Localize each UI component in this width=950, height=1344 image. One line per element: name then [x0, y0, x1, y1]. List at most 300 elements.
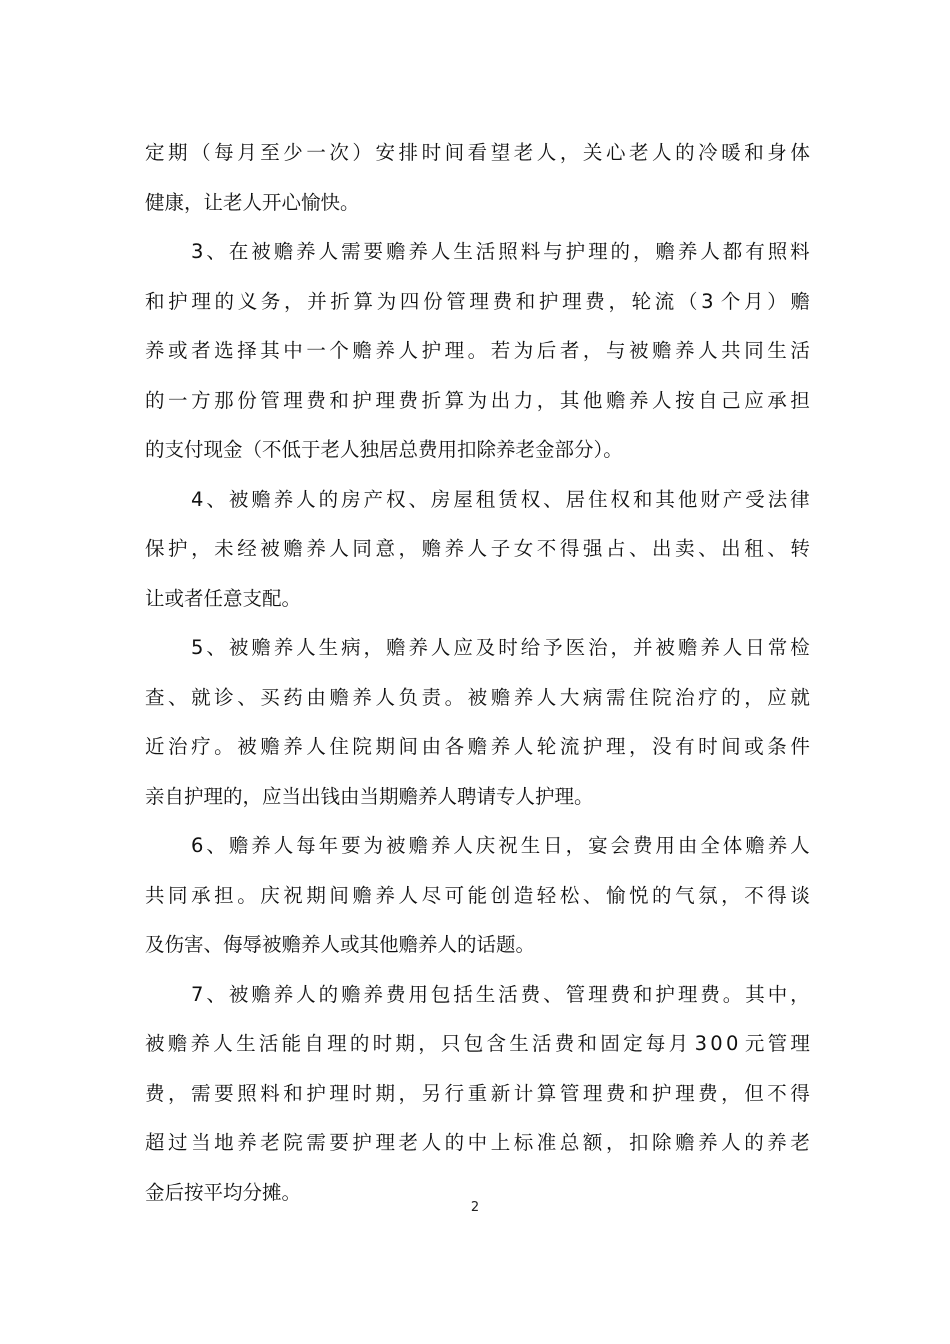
- glyph: ，: [398, 1081, 419, 1105]
- glyph: 养: [190, 1032, 211, 1055]
- glyph: 时: [698, 735, 718, 758]
- glyph: 生: [236, 1032, 256, 1055]
- glyph: 月: [668, 1032, 689, 1055]
- glyph: 生: [453, 240, 473, 263]
- glyph: 并: [307, 289, 327, 313]
- glyph: 间: [398, 735, 419, 758]
- glyph: 治: [588, 636, 608, 659]
- glyph: 费: [585, 289, 605, 313]
- glyph: 、: [582, 883, 603, 907]
- glyph: 受: [745, 487, 765, 511]
- paragraph-line: [145, 970, 810, 1020]
- glyph: 不: [536, 537, 557, 560]
- glyph: 轮: [631, 289, 652, 313]
- glyph: 人: [536, 685, 557, 709]
- glyph: 除: [652, 1131, 672, 1154]
- glyph: 6: [191, 834, 204, 857]
- glyph: 、: [206, 636, 226, 659]
- glyph: ，: [284, 289, 304, 313]
- glyph: 期: [395, 1032, 415, 1055]
- glyph: 。: [722, 982, 743, 1006]
- glyph: 各: [444, 735, 465, 758]
- glyph: 庆: [260, 883, 280, 907]
- glyph: 承: [191, 883, 211, 907]
- glyph: 女: [513, 537, 534, 560]
- glyph: 养: [490, 735, 511, 758]
- glyph: ，: [559, 141, 580, 164]
- glyph: 期: [168, 141, 188, 164]
- glyph: 与: [605, 339, 626, 362]
- paragraph-line: 亲自护理的，应当出钱由当期赡养人聘请专人护理。: [145, 784, 594, 808]
- glyph: 、: [543, 487, 563, 511]
- glyph: 谈: [790, 883, 810, 907]
- glyph: 日: [745, 636, 765, 659]
- glyph: 用: [408, 982, 428, 1006]
- glyph: 赡: [790, 289, 810, 313]
- glyph: 理: [469, 289, 489, 313]
- glyph: 理: [191, 289, 211, 313]
- glyph: 务: [260, 289, 281, 313]
- glyph: 条: [767, 735, 787, 758]
- glyph: 祝: [283, 883, 303, 907]
- glyph: 赡: [385, 240, 406, 263]
- glyph: 的: [610, 240, 631, 263]
- glyph: 卖: [675, 537, 695, 560]
- glyph: 被: [467, 685, 488, 709]
- glyph: 祝: [498, 834, 518, 857]
- glyph: 养: [283, 735, 303, 758]
- glyph: 人: [652, 141, 672, 164]
- glyph: 人: [213, 1032, 233, 1055]
- glyph: 不: [767, 1081, 787, 1105]
- glyph: 宴: [588, 834, 608, 857]
- glyph: 流: [559, 735, 580, 758]
- glyph: 要: [363, 240, 384, 263]
- glyph: 总: [559, 1131, 580, 1154]
- glyph: 理: [375, 388, 395, 412]
- glyph: 得: [767, 883, 787, 907]
- glyph: 赡: [352, 339, 372, 362]
- glyph: 、: [237, 685, 257, 709]
- glyph: 心: [605, 141, 626, 164]
- glyph: 护: [565, 240, 586, 263]
- glyph: 份: [237, 388, 257, 412]
- glyph: 费: [398, 388, 419, 412]
- glyph: 子: [490, 537, 511, 560]
- glyph: 创: [490, 883, 511, 907]
- glyph: 的: [214, 289, 235, 313]
- glyph: 、: [408, 487, 428, 511]
- glyph: 需: [191, 1081, 211, 1105]
- glyph: 其: [559, 388, 580, 412]
- glyph: 由: [421, 735, 442, 758]
- glyph: 料: [260, 1081, 280, 1105]
- glyph: 理: [677, 982, 698, 1006]
- glyph: 赁: [498, 487, 518, 511]
- glyph: 保: [145, 537, 165, 560]
- glyph: 理: [562, 289, 582, 313]
- glyph: 排: [398, 141, 419, 164]
- glyph: 可: [444, 883, 465, 907]
- glyph: 看: [467, 141, 488, 164]
- glyph: 轮: [536, 735, 557, 758]
- glyph: 养: [306, 537, 326, 560]
- glyph: 的: [318, 982, 339, 1006]
- glyph: 、: [206, 982, 226, 1006]
- glyph: 4: [191, 487, 204, 511]
- glyph: 未: [214, 537, 234, 560]
- document-body: [145, 128, 810, 1217]
- glyph: 照: [498, 240, 518, 263]
- glyph: 地: [214, 1131, 234, 1154]
- glyph: 会: [610, 834, 631, 857]
- glyph: 人: [273, 834, 294, 857]
- glyph: 理: [283, 388, 303, 412]
- glyph: 被: [228, 982, 249, 1006]
- glyph: 赡: [283, 537, 303, 560]
- glyph: 应: [453, 636, 473, 659]
- glyph: 治: [168, 735, 188, 758]
- glyph: 老: [513, 141, 534, 164]
- glyph: 松: [559, 883, 580, 907]
- glyph: 法: [767, 487, 788, 511]
- glyph: 要: [329, 1131, 349, 1154]
- glyph: 的: [721, 685, 741, 709]
- glyph: 养: [273, 636, 294, 659]
- glyph: 养: [296, 240, 316, 263]
- glyph: 四: [399, 289, 420, 313]
- glyph: 和: [628, 1081, 649, 1105]
- glyph: 养: [273, 487, 294, 511]
- glyph: 大: [559, 685, 580, 709]
- page-number: 2: [470, 1200, 480, 1215]
- glyph: 护: [352, 388, 372, 412]
- glyph: 力: [513, 388, 534, 412]
- glyph: 养: [628, 388, 649, 412]
- glyph: 3: [701, 289, 714, 313]
- glyph: 造: [513, 883, 534, 907]
- glyph: ）: [767, 289, 787, 313]
- glyph: 活: [790, 339, 810, 362]
- glyph: ，: [582, 339, 603, 362]
- glyph: 身: [767, 141, 787, 164]
- glyph: 、: [206, 487, 226, 511]
- glyph: 尽: [421, 883, 442, 907]
- glyph: 其: [260, 339, 280, 362]
- glyph: 活: [532, 1032, 552, 1055]
- glyph: 气: [675, 883, 695, 907]
- glyph: 护: [168, 289, 188, 313]
- glyph: 为: [363, 834, 384, 857]
- glyph: 他: [677, 487, 698, 511]
- glyph: 人: [296, 982, 316, 1006]
- glyph: 为: [513, 339, 534, 362]
- glyph: 费: [520, 982, 541, 1006]
- glyph: ，: [363, 636, 384, 659]
- glyph: 新: [490, 1081, 511, 1105]
- glyph: 人: [398, 883, 419, 907]
- glyph: 养: [675, 339, 695, 362]
- glyph: 赡: [251, 487, 271, 511]
- glyph: 养: [513, 685, 534, 709]
- glyph: 赡: [652, 339, 672, 362]
- glyph: 应: [767, 685, 787, 709]
- glyph: 重: [467, 1081, 488, 1105]
- glyph: 经: [237, 537, 257, 560]
- glyph: 选: [214, 339, 234, 362]
- glyph: 生: [509, 1032, 529, 1055]
- glyph: ，: [191, 537, 211, 560]
- glyph: 居: [565, 487, 586, 511]
- glyph: ，: [536, 388, 557, 412]
- glyph: 和: [145, 289, 165, 313]
- glyph: 其: [655, 487, 675, 511]
- glyph: 医: [565, 636, 586, 659]
- glyph: 、: [168, 685, 188, 709]
- glyph: 扣: [628, 1131, 649, 1154]
- glyph: 理: [329, 1081, 349, 1105]
- glyph: 养: [408, 636, 428, 659]
- glyph: 5: [191, 636, 204, 659]
- glyph: 并: [632, 636, 653, 659]
- glyph: 护: [582, 735, 603, 758]
- glyph: 由: [677, 834, 698, 857]
- glyph: 养: [430, 834, 451, 857]
- glyph: 养: [352, 685, 372, 709]
- paragraph-line: [145, 524, 810, 574]
- glyph: 人: [421, 1131, 442, 1154]
- glyph: 养: [767, 834, 788, 857]
- glyph: 、: [628, 537, 649, 560]
- glyph: 住: [329, 735, 349, 758]
- glyph: 财: [700, 487, 720, 511]
- glyph: 算: [353, 289, 374, 313]
- glyph: 房: [341, 487, 361, 511]
- glyph: 件: [790, 735, 810, 758]
- glyph: 费: [605, 1081, 626, 1105]
- glyph: 疗: [698, 685, 718, 709]
- glyph: ，: [628, 735, 649, 758]
- glyph: 住: [628, 685, 649, 709]
- paragraph-line: [145, 623, 810, 673]
- glyph: 赡: [341, 982, 361, 1006]
- glyph: 被: [228, 487, 249, 511]
- glyph: 权: [520, 487, 541, 511]
- glyph: 过: [168, 1131, 188, 1154]
- glyph: 养: [408, 240, 428, 263]
- glyph: 责: [421, 685, 442, 709]
- glyph: 理: [588, 240, 608, 263]
- glyph: 全: [700, 834, 720, 857]
- glyph: 养: [700, 636, 720, 659]
- glyph: 理: [605, 735, 626, 758]
- glyph: 赡: [605, 388, 626, 412]
- glyph: 护: [538, 289, 559, 313]
- glyph: 院: [652, 685, 672, 709]
- glyph: 3: [694, 1032, 708, 1055]
- paragraph-line: 让或者任意支配。: [145, 586, 302, 610]
- glyph: 每: [214, 141, 234, 164]
- glyph: 权: [385, 487, 406, 511]
- glyph: 己: [721, 388, 741, 412]
- glyph: 时: [421, 141, 442, 164]
- glyph: 赡: [329, 685, 349, 709]
- glyph: 被: [251, 240, 271, 263]
- glyph: 费: [385, 982, 406, 1006]
- glyph: 共: [721, 339, 741, 362]
- glyph: 由: [306, 685, 326, 709]
- glyph: 或: [744, 735, 764, 758]
- glyph: 需: [605, 685, 626, 709]
- glyph: 冷: [698, 141, 718, 164]
- glyph: 算: [536, 1081, 557, 1105]
- glyph: 及: [475, 636, 496, 659]
- glyph: 在: [228, 240, 249, 263]
- glyph: 个: [329, 339, 349, 362]
- glyph: 租: [744, 537, 764, 560]
- glyph: 其: [745, 982, 765, 1006]
- glyph: 他: [582, 388, 603, 412]
- glyph: ，: [418, 1032, 438, 1055]
- glyph: 养: [375, 339, 395, 362]
- glyph: 3: [191, 240, 204, 263]
- glyph: 人: [430, 636, 451, 659]
- glyph: 转: [790, 537, 810, 560]
- glyph: 就: [790, 685, 810, 709]
- glyph: 被: [228, 636, 249, 659]
- glyph: 费: [610, 982, 631, 1006]
- glyph: 出: [721, 537, 741, 560]
- glyph: 生: [475, 982, 496, 1006]
- glyph: 人: [430, 240, 451, 263]
- glyph: ）: [352, 141, 372, 164]
- glyph: 同: [168, 883, 188, 907]
- glyph: 活: [258, 1032, 279, 1055]
- glyph: 按: [675, 388, 695, 412]
- glyph: 近: [145, 735, 165, 758]
- paragraph-line: [145, 673, 810, 723]
- glyph: 养: [251, 834, 271, 857]
- glyph: 一: [306, 339, 326, 362]
- glyph: ，: [565, 834, 586, 857]
- glyph: 被: [260, 537, 280, 560]
- glyph: 自: [304, 1032, 324, 1055]
- glyph: 折: [330, 289, 350, 313]
- glyph: ，: [168, 1081, 188, 1105]
- glyph: 至: [260, 141, 280, 164]
- glyph: 养: [363, 982, 384, 1006]
- glyph: 期: [306, 883, 326, 907]
- glyph: 中: [283, 339, 303, 362]
- glyph: 只: [440, 1032, 461, 1055]
- glyph: 人: [318, 240, 339, 263]
- glyph: 买: [260, 685, 280, 709]
- glyph: 定: [623, 1032, 643, 1055]
- glyph: 药: [283, 685, 303, 709]
- glyph: 理: [588, 982, 608, 1006]
- glyph: 那: [214, 388, 234, 412]
- glyph: 老: [628, 141, 649, 164]
- glyph: 院: [352, 735, 372, 758]
- glyph: 有: [745, 240, 765, 263]
- glyph: 照: [767, 240, 788, 263]
- glyph: 期: [375, 735, 395, 758]
- glyph: 应: [744, 388, 764, 412]
- glyph: 赡: [260, 735, 280, 758]
- glyph: 疗: [191, 735, 211, 758]
- glyph: 都: [722, 240, 743, 263]
- glyph: 被: [385, 834, 406, 857]
- glyph: 病: [341, 636, 361, 659]
- glyph: 、: [206, 240, 226, 263]
- glyph: 、: [698, 537, 718, 560]
- glyph: 赡: [421, 537, 442, 560]
- glyph: 养: [273, 982, 294, 1006]
- glyph: 能: [281, 1032, 302, 1055]
- glyph: 担: [790, 388, 810, 412]
- glyph: 算: [444, 388, 465, 412]
- glyph: 要: [341, 834, 361, 857]
- glyph: 老: [260, 1131, 280, 1154]
- paragraph-line: [145, 376, 810, 426]
- glyph: 和: [515, 289, 536, 313]
- glyph: 费: [554, 1032, 575, 1055]
- glyph: 赡: [490, 685, 511, 709]
- glyph: 轻: [536, 883, 557, 907]
- glyph: 护: [421, 339, 442, 362]
- glyph: 产: [363, 487, 384, 511]
- glyph: 自: [698, 388, 718, 412]
- glyph: 。: [467, 339, 488, 362]
- glyph: 律: [790, 487, 810, 511]
- glyph: 理: [582, 1081, 603, 1105]
- glyph: 费: [306, 388, 326, 412]
- glyph: 流: [654, 289, 675, 313]
- glyph: 计: [513, 1081, 534, 1105]
- glyph: 意: [375, 537, 395, 560]
- glyph: 被: [655, 636, 675, 659]
- glyph: 料: [520, 240, 541, 263]
- glyph: 择: [237, 339, 257, 362]
- glyph: 活: [498, 982, 518, 1006]
- glyph: 护: [655, 982, 675, 1006]
- glyph: 诊: [214, 685, 234, 709]
- glyph: 额: [582, 1131, 603, 1154]
- glyph: 和: [632, 982, 653, 1006]
- glyph: 能: [467, 883, 488, 907]
- glyph: 间: [329, 883, 349, 907]
- glyph: 没: [652, 735, 672, 758]
- glyph: 期: [375, 1081, 395, 1105]
- glyph: 包: [463, 1032, 484, 1055]
- glyph: 赡: [467, 735, 488, 758]
- glyph: 赡: [167, 1032, 188, 1055]
- glyph: 费: [698, 1081, 718, 1105]
- glyph: 用: [655, 834, 675, 857]
- glyph: 赡: [251, 636, 271, 659]
- glyph: 月: [744, 289, 764, 313]
- glyph: ，: [610, 636, 631, 659]
- glyph: 管: [260, 388, 280, 412]
- glyph: 赡: [408, 834, 428, 857]
- glyph: 理: [790, 1032, 810, 1055]
- glyph: 护: [352, 1131, 372, 1154]
- paragraph-line: 的支付现金（不低于老人独居总费用扣除养老金部分）。: [145, 438, 623, 461]
- glyph: 时: [372, 1032, 393, 1055]
- glyph: 需: [306, 1131, 326, 1154]
- glyph: 包: [430, 982, 451, 1006]
- glyph: 养: [444, 537, 465, 560]
